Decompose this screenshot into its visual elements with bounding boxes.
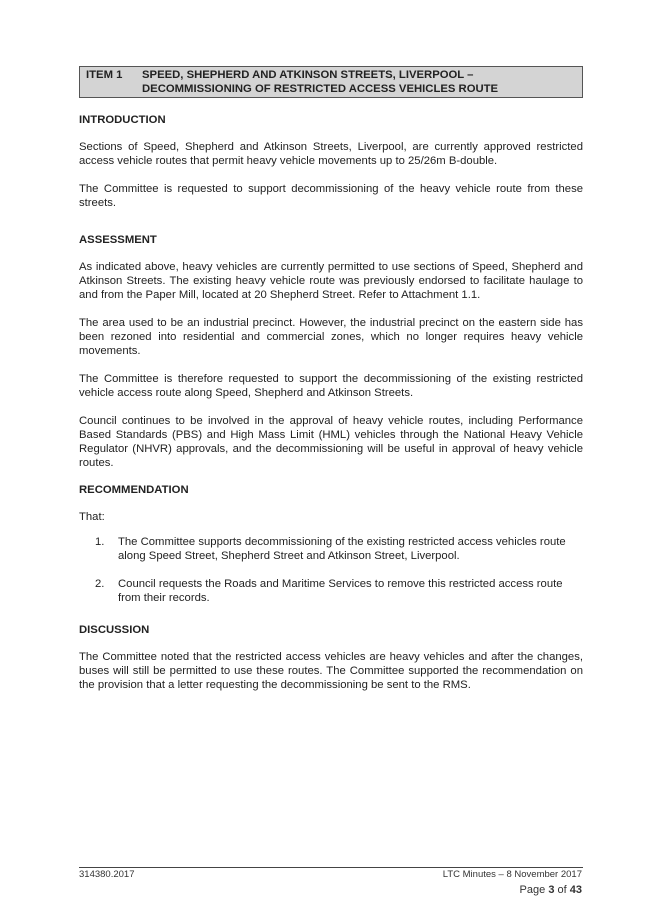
introduction-heading: INTRODUCTION	[79, 114, 166, 126]
page-number	[520, 884, 582, 896]
item-title	[142, 68, 576, 96]
assessment-paragraph-2: The area used to be an industrial precinct. However, the industrial precinct on the eastern side has been rezoned into residential and commercial zones, which no longer requires heavy vehicle movements.	[79, 317, 583, 357]
item-title-line-1: SPEED, SHEPHERD AND ATKINSON STREETS, LIVERPOOL –	[142, 69, 474, 81]
item-title-line-2: DECOMMISSIONING OF RESTRICTED ACCESS VEHICLES ROUTE	[142, 83, 499, 95]
assessment-paragraph-4: Council continues to be involved in the approval of heavy vehicle routes, including Performance Based Standards (PBS) and High Mass Limit (HML) vehicles through the National Heavy Vehicle Regulator (NHVR) approvals, and the decommissioning will be useful in approval of heavy vehicle routes.	[79, 415, 583, 469]
recommendation-list	[79, 535, 583, 605]
assessment-heading: ASSESSMENT	[79, 234, 157, 246]
page-current: 3	[548, 884, 555, 896]
list-item-number: 2.	[95, 578, 105, 590]
introduction-paragraph-2: The Committee is requested to support decommissioning of the heavy vehicle route from these streets.	[79, 183, 583, 209]
list-item-number: 1.	[95, 536, 105, 548]
item-header	[79, 66, 583, 98]
assessment-paragraph-1: As indicated above, heavy vehicles are currently permitted to use sections of Speed, Shepherd and Atkinson Streets. The existing heavy vehicle route was previously endorsed to facilitate haulage to and from the Paper Mill, located at 20 Shepherd Street. Refer to Attachment 1.1.	[79, 261, 583, 301]
assessment-paragraph-3: The Committee is therefore requested to support the decommissioning of the existing restricted vehicle access route along Speed, Shepherd and Atkinson Streets.	[79, 373, 583, 399]
list-item	[79, 535, 583, 563]
footer-meeting: LTC Minutes – 8 November 2017	[442, 869, 582, 880]
footer-reference: 314380.2017	[79, 869, 135, 880]
list-item-text: Council requests the Roads and Maritime Services to remove this restricted access route from their records.	[118, 578, 563, 604]
item-number: ITEM 1	[86, 69, 123, 81]
list-item-text: The Committee supports decommissioning of the existing restricted access vehicles route along Speed Street, Shepherd Street and Atkinson Street, Liverpool.	[118, 536, 566, 562]
document-page	[79, 66, 583, 692]
page-prefix: Page	[519, 884, 546, 896]
discussion-paragraph-1: The Committee noted that the restricted access vehicles are heavy vehicles and after the changes, buses will still be permitted to use these routes. The Committee supported the recommendation on the provision that a letter requesting the decommissioning be sent to the RMS.	[79, 651, 583, 691]
recommendation-heading: RECOMMENDATION	[79, 484, 189, 496]
page-total: 43	[569, 884, 582, 896]
introduction-paragraph-1: Sections of Speed, Shepherd and Atkinson Streets, Liverpool, are currently approved restricted access vehicle routes that permit heavy vehicle movements up to 25/26m B-double.	[79, 141, 583, 167]
discussion-heading: DISCUSSION	[79, 624, 150, 636]
recommendation-intro: That:	[79, 511, 105, 523]
list-item	[79, 577, 583, 605]
footer-divider	[79, 867, 583, 868]
page-of: of	[557, 884, 567, 896]
